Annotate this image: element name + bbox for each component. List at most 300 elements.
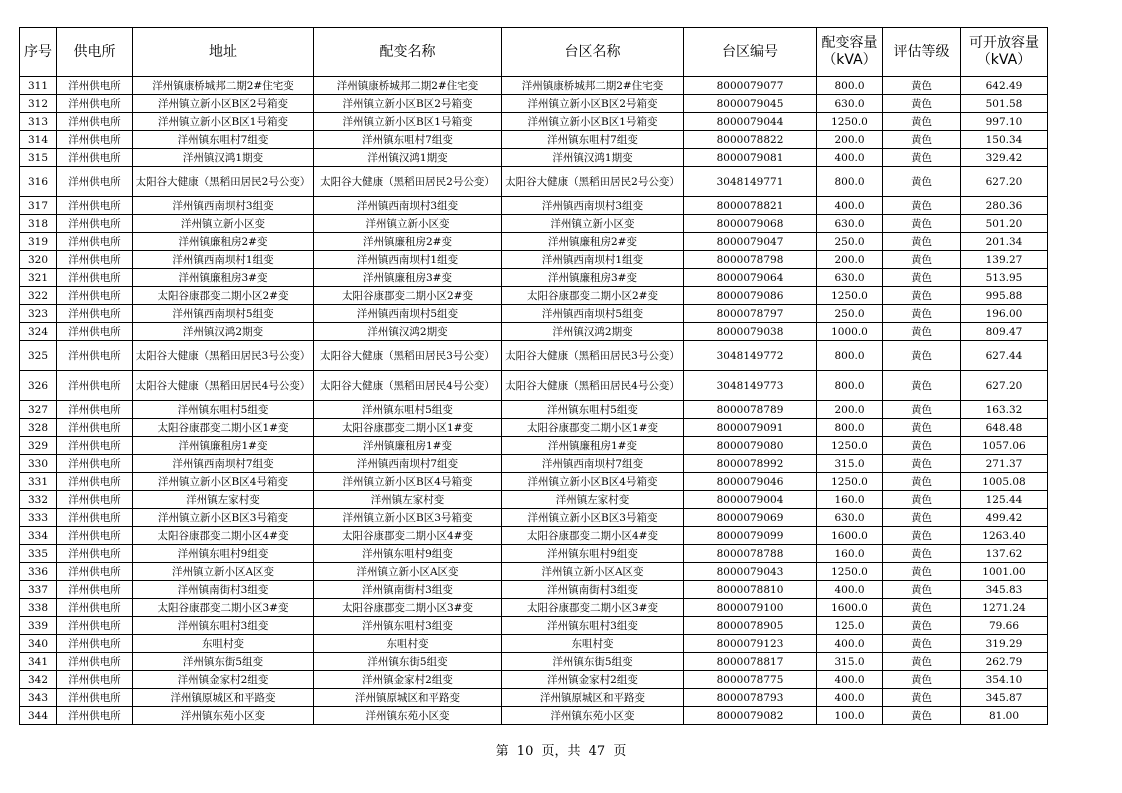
cell-area-name: 洋州镇东咀村9组变 [502,545,684,563]
cell-station: 洋州供电所 [57,653,133,671]
cell-grade: 黄色 [883,113,961,131]
cell-grade: 黄色 [883,149,961,167]
cell-area-no: 8000078810 [684,581,817,599]
cell-address: 洋州镇立新小区B区3号箱变 [133,509,314,527]
cell-seq: 325 [20,341,57,371]
cell-transformer: 洋州镇廉租房1#变 [314,437,502,455]
cell-open: 627.44 [961,341,1048,371]
cell-area-no: 8000079004 [684,491,817,509]
cell-station: 洋州供电所 [57,269,133,287]
cell-station: 洋州供电所 [57,95,133,113]
cell-area-name: 洋州镇立新小区B区2号箱变 [502,95,684,113]
cell-area-no: 8000079044 [684,113,817,131]
cell-area-no: 8000078992 [684,455,817,473]
cell-grade: 黄色 [883,305,961,323]
cell-capacity: 315.0 [817,455,883,473]
header-row [20,28,1048,77]
cell-transformer: 洋州镇原城区和平路变 [314,689,502,707]
cell-station: 洋州供电所 [57,437,133,455]
cell-seq: 318 [20,215,57,233]
table-row [20,419,1048,437]
cell-area-no: 8000078789 [684,401,817,419]
cell-area-name: 洋州镇东苑小区变 [502,707,684,725]
table-row [20,599,1048,617]
cell-address: 洋州镇汉鸿2期变 [133,323,314,341]
cell-transformer: 洋州镇立新小区变 [314,215,502,233]
cell-area-name: 洋州镇原城区和平路变 [502,689,684,707]
cell-capacity: 800.0 [817,167,883,197]
cell-area-name: 洋州镇立新小区B区3号箱变 [502,509,684,527]
cell-open: 79.66 [961,617,1048,635]
cell-station: 洋州供电所 [57,527,133,545]
table-row [20,509,1048,527]
cell-area-name: 洋州镇立新小区B区4号箱变 [502,473,684,491]
cell-open: 81.00 [961,707,1048,725]
cell-grade: 黄色 [883,95,961,113]
cell-open: 201.34 [961,233,1048,251]
header-area-no: 台区编号 [684,28,817,77]
cell-address: 太阳谷大健康（黑稻田居民4号公变） [133,371,314,401]
cell-area-no: 8000079068 [684,215,817,233]
cell-seq: 317 [20,197,57,215]
cell-capacity: 200.0 [817,401,883,419]
cell-seq: 332 [20,491,57,509]
cell-open: 499.42 [961,509,1048,527]
cell-capacity: 630.0 [817,509,883,527]
cell-address: 洋州镇立新小区B区2号箱变 [133,95,314,113]
cell-area-name: 洋州镇立新小区变 [502,215,684,233]
cell-transformer: 太阳谷大健康（黑稻田居民2号公变） [314,167,502,197]
cell-transformer: 洋州镇东苑小区变 [314,707,502,725]
table-row [20,653,1048,671]
cell-seq: 341 [20,653,57,671]
cell-capacity: 200.0 [817,131,883,149]
header-open-capacity [961,28,1048,77]
cell-transformer: 洋州镇立新小区B区2号箱变 [314,95,502,113]
cell-capacity: 160.0 [817,491,883,509]
cell-area-name: 洋州镇左家村变 [502,491,684,509]
cell-grade: 黄色 [883,455,961,473]
cell-area-name: 洋州镇康桥城邦二期2#住宅变 [502,77,684,95]
cell-capacity: 400.0 [817,671,883,689]
table-row [20,341,1048,371]
cell-capacity: 800.0 [817,371,883,401]
capacity-table [19,27,1048,725]
cell-area-name: 洋州镇西南坝村7组变 [502,455,684,473]
cell-transformer: 洋州镇东咀村7组变 [314,131,502,149]
header-capacity-line1: 配变容量 [821,35,878,51]
cell-seq: 334 [20,527,57,545]
cell-open: 1263.40 [961,527,1048,545]
cell-area-name: 洋州镇东街5组变 [502,653,684,671]
cell-station: 洋州供电所 [57,371,133,401]
cell-area-no: 3048149771 [684,167,817,197]
footer-suffix: 页 [613,744,627,759]
cell-area-no: 8000078775 [684,671,817,689]
cell-station: 洋州供电所 [57,491,133,509]
cell-seq: 330 [20,455,57,473]
table-row [20,563,1048,581]
cell-capacity: 400.0 [817,197,883,215]
cell-area-name: 太阳谷大健康（黑稻田居民4号公变） [502,371,684,401]
cell-area-name: 洋州镇廉租房1#变 [502,437,684,455]
cell-open: 280.36 [961,197,1048,215]
cell-seq: 335 [20,545,57,563]
cell-area-name: 洋州镇南街村3组变 [502,581,684,599]
table-row [20,671,1048,689]
cell-open: 1001.00 [961,563,1048,581]
cell-transformer: 洋州镇金家村2组变 [314,671,502,689]
cell-transformer: 洋州镇东咀村5组变 [314,401,502,419]
header-open-unit: （kVA） [976,52,1032,68]
cell-transformer: 洋州镇立新小区A区变 [314,563,502,581]
cell-grade: 黄色 [883,581,961,599]
cell-capacity: 250.0 [817,233,883,251]
cell-transformer: 洋州镇康桥城邦二期2#住宅变 [314,77,502,95]
cell-open: 648.48 [961,419,1048,437]
cell-open: 501.58 [961,95,1048,113]
cell-address: 洋州镇廉租房2#变 [133,233,314,251]
cell-address: 洋州镇康桥城邦二期2#住宅变 [133,77,314,95]
cell-transformer: 洋州镇西南坝村3组变 [314,197,502,215]
cell-open: 329.42 [961,149,1048,167]
cell-transformer: 洋州镇东街5组变 [314,653,502,671]
cell-address: 太阳谷大健康（黑稻田居民3号公变） [133,341,314,371]
cell-seq: 312 [20,95,57,113]
cell-station: 洋州供电所 [57,341,133,371]
cell-area-no: 3048149773 [684,371,817,401]
cell-area-name: 洋州镇立新小区A区变 [502,563,684,581]
cell-area-no: 8000078905 [684,617,817,635]
cell-area-no: 8000079123 [684,635,817,653]
cell-transformer: 洋州镇廉租房2#变 [314,233,502,251]
cell-transformer: 东咀村变 [314,635,502,653]
cell-station: 洋州供电所 [57,689,133,707]
cell-station: 洋州供电所 [57,671,133,689]
cell-grade: 黄色 [883,437,961,455]
table-row [20,95,1048,113]
cell-address: 洋州镇西南坝村5组变 [133,305,314,323]
cell-grade: 黄色 [883,689,961,707]
cell-seq: 319 [20,233,57,251]
cell-grade: 黄色 [883,635,961,653]
table-row [20,371,1048,401]
table-row [20,635,1048,653]
table-row [20,455,1048,473]
cell-transformer: 洋州镇汉鸿2期变 [314,323,502,341]
table-row [20,167,1048,197]
cell-grade: 黄色 [883,419,961,437]
cell-grade: 黄色 [883,473,961,491]
cell-address: 太阳谷康郡变二期小区1#变 [133,419,314,437]
table-row [20,545,1048,563]
cell-open: 1005.08 [961,473,1048,491]
cell-open: 125.44 [961,491,1048,509]
cell-transformer: 洋州镇廉租房3#变 [314,269,502,287]
cell-area-name: 洋州镇立新小区B区1号箱变 [502,113,684,131]
table-row [20,617,1048,635]
cell-grade: 黄色 [883,653,961,671]
cell-transformer: 太阳谷大健康（黑稻田居民3号公变） [314,341,502,371]
cell-open: 354.10 [961,671,1048,689]
cell-transformer: 洋州镇立新小区B区1号箱变 [314,113,502,131]
cell-capacity: 1600.0 [817,599,883,617]
cell-address: 洋州镇东咀村9组变 [133,545,314,563]
cell-capacity: 100.0 [817,707,883,725]
cell-area-no: 8000078817 [684,653,817,671]
cell-open: 627.20 [961,371,1048,401]
cell-capacity: 1250.0 [817,113,883,131]
cell-seq: 340 [20,635,57,653]
cell-seq: 329 [20,437,57,455]
cell-grade: 黄色 [883,341,961,371]
cell-area-no: 8000078798 [684,251,817,269]
cell-transformer: 洋州镇汉鸿1期变 [314,149,502,167]
cell-grade: 黄色 [883,251,961,269]
cell-open: 997.10 [961,113,1048,131]
cell-area-name: 太阳谷康郡变二期小区3#变 [502,599,684,617]
cell-seq: 314 [20,131,57,149]
header-transformer: 配变名称 [314,28,502,77]
cell-grade: 黄色 [883,527,961,545]
cell-area-no: 8000078788 [684,545,817,563]
cell-seq: 337 [20,581,57,599]
cell-open: 513.95 [961,269,1048,287]
cell-station: 洋州供电所 [57,581,133,599]
cell-open: 319.29 [961,635,1048,653]
cell-address: 洋州镇西南坝村3组变 [133,197,314,215]
cell-capacity: 400.0 [817,581,883,599]
cell-area-no: 8000079099 [684,527,817,545]
table-row [20,689,1048,707]
cell-address: 太阳谷大健康（黑稻田居民2号公变） [133,167,314,197]
table-row [20,437,1048,455]
cell-capacity: 200.0 [817,251,883,269]
cell-capacity: 400.0 [817,149,883,167]
cell-open: 345.83 [961,581,1048,599]
cell-capacity: 400.0 [817,689,883,707]
cell-area-no: 8000079069 [684,509,817,527]
header-grade: 评估等级 [883,28,961,77]
cell-address: 洋州镇立新小区A区变 [133,563,314,581]
cell-seq: 336 [20,563,57,581]
capacity-table-container [19,27,1048,725]
cell-station: 洋州供电所 [57,77,133,95]
cell-station: 洋州供电所 [57,233,133,251]
cell-area-name: 太阳谷康郡变二期小区4#变 [502,527,684,545]
cell-area-name: 洋州镇汉鸿2期变 [502,323,684,341]
cell-area-no: 8000079077 [684,77,817,95]
cell-transformer: 太阳谷康郡变二期小区1#变 [314,419,502,437]
cell-transformer: 太阳谷康郡变二期小区3#变 [314,599,502,617]
cell-open: 995.88 [961,287,1048,305]
cell-grade: 黄色 [883,671,961,689]
cell-seq: 322 [20,287,57,305]
cell-capacity: 1250.0 [817,437,883,455]
table-row [20,269,1048,287]
footer-total-pages: 47 [588,744,606,759]
table-row [20,323,1048,341]
cell-seq: 328 [20,419,57,437]
cell-station: 洋州供电所 [57,167,133,197]
cell-capacity: 1250.0 [817,563,883,581]
cell-station: 洋州供电所 [57,401,133,419]
table-row [20,113,1048,131]
cell-capacity: 1250.0 [817,287,883,305]
cell-grade: 黄色 [883,167,961,197]
cell-station: 洋州供电所 [57,455,133,473]
cell-area-no: 8000078822 [684,131,817,149]
cell-seq: 327 [20,401,57,419]
table-row [20,527,1048,545]
footer-page-number: 10 [516,744,534,759]
cell-grade: 黄色 [883,491,961,509]
cell-transformer: 太阳谷康郡变二期小区4#变 [314,527,502,545]
table-row [20,131,1048,149]
cell-open: 345.87 [961,689,1048,707]
cell-area-name: 洋州镇廉租房2#变 [502,233,684,251]
cell-seq: 339 [20,617,57,635]
cell-transformer: 洋州镇左家村变 [314,491,502,509]
cell-station: 洋州供电所 [57,599,133,617]
cell-address: 东咀村变 [133,635,314,653]
header-station: 供电所 [57,28,133,77]
cell-address: 洋州镇汉鸿1期变 [133,149,314,167]
cell-transformer: 洋州镇西南坝村7组变 [314,455,502,473]
cell-area-name: 洋州镇廉租房3#变 [502,269,684,287]
page-footer [0,740,1122,759]
cell-area-no: 8000078797 [684,305,817,323]
table-row [20,77,1048,95]
cell-capacity: 160.0 [817,545,883,563]
cell-seq: 343 [20,689,57,707]
cell-open: 1271.24 [961,599,1048,617]
cell-grade: 黄色 [883,617,961,635]
cell-station: 洋州供电所 [57,215,133,233]
cell-address: 洋州镇东街5组变 [133,653,314,671]
header-open-line1: 可开放容量 [969,35,1039,51]
cell-area-no: 8000079080 [684,437,817,455]
cell-transformer: 洋州镇西南坝村5组变 [314,305,502,323]
table-row [20,581,1048,599]
cell-area-no: 8000079047 [684,233,817,251]
cell-address: 洋州镇左家村变 [133,491,314,509]
cell-seq: 313 [20,113,57,131]
cell-grade: 黄色 [883,707,961,725]
cell-capacity: 630.0 [817,95,883,113]
table-row [20,287,1048,305]
cell-open: 163.32 [961,401,1048,419]
cell-address: 太阳谷康郡变二期小区3#变 [133,599,314,617]
cell-area-name: 洋州镇东咀村5组变 [502,401,684,419]
cell-grade: 黄色 [883,599,961,617]
cell-capacity: 800.0 [817,77,883,95]
cell-open: 642.49 [961,77,1048,95]
cell-open: 271.37 [961,455,1048,473]
cell-area-no: 8000079043 [684,563,817,581]
cell-area-no: 3048149772 [684,341,817,371]
cell-seq: 342 [20,671,57,689]
cell-area-name: 洋州镇金家村2组变 [502,671,684,689]
cell-area-no: 8000079100 [684,599,817,617]
header-capacity [817,28,883,77]
cell-address: 洋州镇西南坝村7组变 [133,455,314,473]
cell-station: 洋州供电所 [57,707,133,725]
cell-area-no: 8000079064 [684,269,817,287]
cell-station: 洋州供电所 [57,545,133,563]
cell-capacity: 630.0 [817,215,883,233]
cell-open: 501.20 [961,215,1048,233]
cell-address: 洋州镇东苑小区变 [133,707,314,725]
cell-open: 137.62 [961,545,1048,563]
table-row [20,215,1048,233]
cell-capacity: 125.0 [817,617,883,635]
cell-open: 196.00 [961,305,1048,323]
cell-capacity: 630.0 [817,269,883,287]
cell-grade: 黄色 [883,77,961,95]
cell-address: 洋州镇立新小区变 [133,215,314,233]
cell-seq: 315 [20,149,57,167]
cell-area-name: 洋州镇西南坝村1组变 [502,251,684,269]
cell-grade: 黄色 [883,563,961,581]
header-address: 地址 [133,28,314,77]
table-row [20,197,1048,215]
table-row [20,491,1048,509]
cell-seq: 331 [20,473,57,491]
cell-grade: 黄色 [883,131,961,149]
cell-capacity: 1000.0 [817,323,883,341]
cell-area-no: 8000079091 [684,419,817,437]
cell-seq: 311 [20,77,57,95]
cell-capacity: 800.0 [817,419,883,437]
cell-area-no: 8000079046 [684,473,817,491]
cell-area-name: 洋州镇西南坝村5组变 [502,305,684,323]
cell-grade: 黄色 [883,509,961,527]
cell-grade: 黄色 [883,269,961,287]
cell-area-name: 太阳谷康郡变二期小区2#变 [502,287,684,305]
cell-address: 太阳谷康郡变二期小区2#变 [133,287,314,305]
header-seq: 序号 [20,28,57,77]
table-row [20,305,1048,323]
cell-grade: 黄色 [883,197,961,215]
cell-address: 洋州镇原城区和平路变 [133,689,314,707]
cell-station: 洋州供电所 [57,635,133,653]
cell-area-no: 8000079081 [684,149,817,167]
cell-area-name: 太阳谷大健康（黑稻田居民2号公变） [502,167,684,197]
cell-address: 洋州镇廉租房1#变 [133,437,314,455]
cell-transformer: 太阳谷大健康（黑稻田居民4号公变） [314,371,502,401]
cell-address: 洋州镇金家村2组变 [133,671,314,689]
cell-area-name: 太阳谷大健康（黑稻田居民3号公变） [502,341,684,371]
cell-seq: 323 [20,305,57,323]
cell-area-name: 洋州镇东咀村3组变 [502,617,684,635]
cell-transformer: 洋州镇东咀村9组变 [314,545,502,563]
cell-address: 洋州镇东咀村5组变 [133,401,314,419]
cell-seq: 326 [20,371,57,401]
cell-capacity: 1250.0 [817,473,883,491]
cell-area-no: 8000079086 [684,287,817,305]
cell-grade: 黄色 [883,323,961,341]
cell-seq: 338 [20,599,57,617]
cell-station: 洋州供电所 [57,473,133,491]
cell-seq: 321 [20,269,57,287]
table-body [20,77,1048,725]
cell-area-no: 8000079038 [684,323,817,341]
table-row [20,149,1048,167]
cell-area-name: 洋州镇汉鸿1期变 [502,149,684,167]
header-capacity-unit: （kVA） [822,52,877,68]
cell-open: 809.47 [961,323,1048,341]
